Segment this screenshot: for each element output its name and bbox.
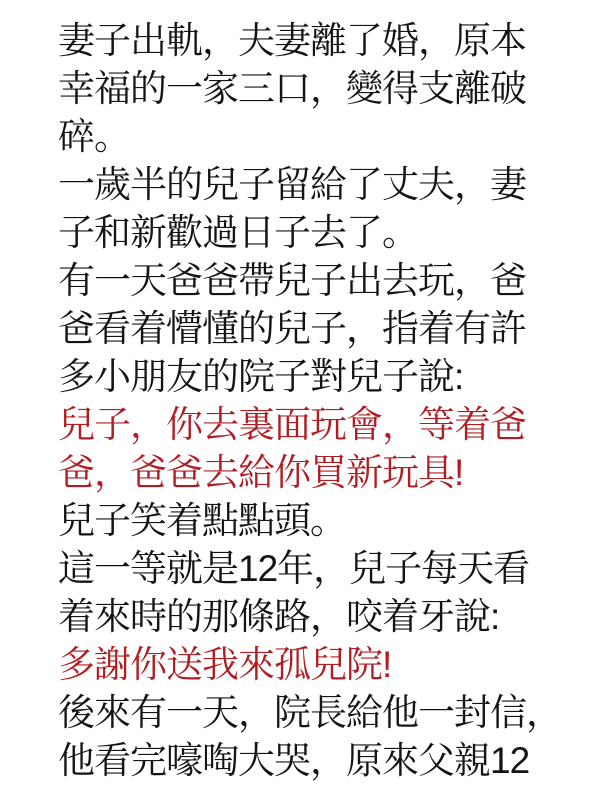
story-line: 妻子出軌，夫妻離了婚，原本: [58, 20, 526, 61]
story-lines-container: [58, 17, 590, 785]
story-line: 有一天爸爸帶兒子出去玩，爸: [58, 260, 526, 301]
story-line: 多謝你送我來孤兒院!: [58, 644, 392, 685]
story-line: 子和新歡過日子去了。: [58, 212, 418, 253]
story-line: 碎。: [58, 116, 130, 157]
story-line: 多小朋友的院子對兒子說:: [58, 356, 464, 397]
story-line: 着來時的那條路，咬着牙說:: [58, 596, 500, 637]
story-line: 這一等就是12年，兒子每天看: [58, 548, 530, 589]
story-line: 兒子笑着點點頭。: [58, 500, 346, 541]
story-line: 爸，爸爸去給你買新玩具!: [58, 452, 464, 493]
story-line: 後來有一天，院長給他一封信，: [58, 692, 562, 733]
story-line: 幸福的一家三口，變得支離破: [58, 68, 526, 109]
story-line: 一歲半的兒子留給了丈夫，妻: [58, 164, 526, 205]
story-line: 他看完嚎啕大哭，原來父親12: [58, 740, 530, 781]
story-line: 兒子，你去裏面玩會，等着爸: [58, 404, 526, 445]
story-line: 爸看着懵懂的兒子，指着有許: [58, 308, 526, 349]
